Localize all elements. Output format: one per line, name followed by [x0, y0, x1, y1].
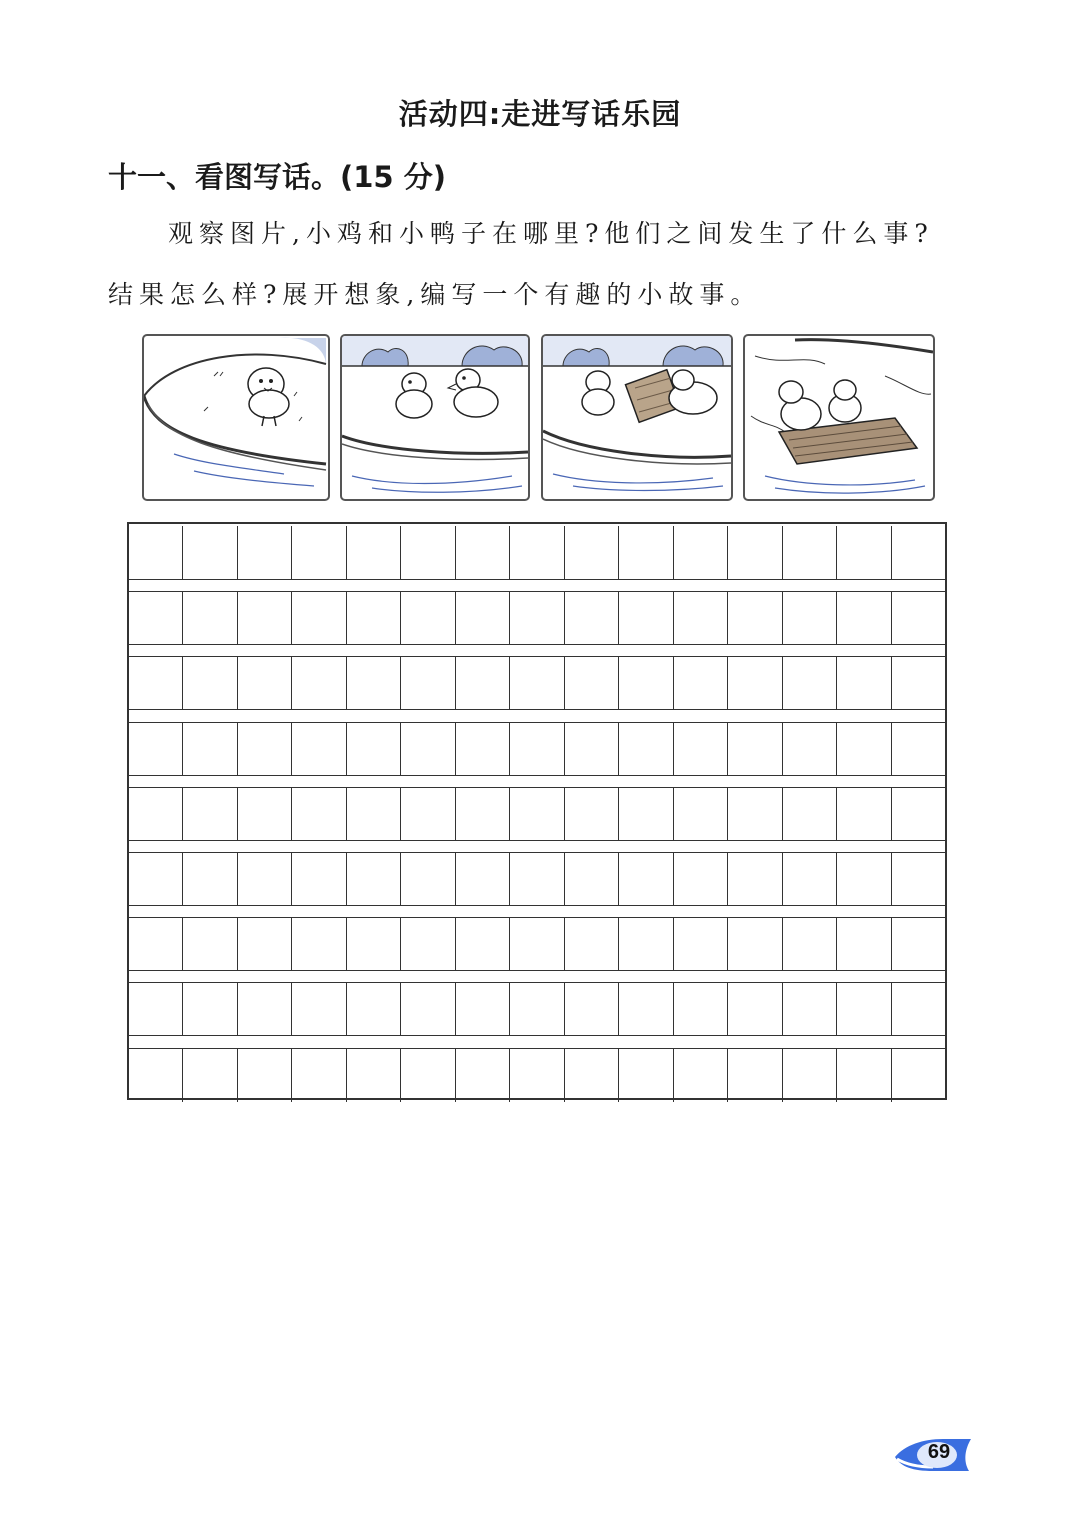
- grid-cell[interactable]: [782, 788, 836, 840]
- grid-cell[interactable]: [618, 983, 672, 1035]
- grid-cell[interactable]: [455, 526, 509, 579]
- grid-cell[interactable]: [509, 592, 563, 644]
- grid-cell[interactable]: [782, 526, 836, 579]
- grid-row: [129, 722, 945, 776]
- grid-cell[interactable]: [455, 853, 509, 905]
- grid-cell[interactable]: [618, 592, 672, 644]
- grid-cell[interactable]: [237, 788, 291, 840]
- illustration-panel-3: [541, 334, 733, 501]
- grid-cell[interactable]: [455, 1049, 509, 1102]
- grid-cell[interactable]: [673, 723, 727, 775]
- prompt-line-1: 观察图片,小鸡和小鸭子在哪里?他们之间发生了什么事?: [168, 219, 934, 248]
- grid-cell[interactable]: [346, 592, 400, 644]
- illustration-panel-1: [142, 334, 330, 501]
- grid-cell[interactable]: [346, 723, 400, 775]
- grid-cell[interactable]: [129, 788, 182, 840]
- grid-cell[interactable]: [400, 723, 454, 775]
- grid-cell[interactable]: [564, 723, 618, 775]
- grid-cell[interactable]: [836, 1049, 890, 1102]
- illustration-panel-2: [340, 334, 530, 501]
- grid-cell[interactable]: [182, 918, 236, 970]
- grid-cell[interactable]: [727, 657, 781, 709]
- grid-cell[interactable]: [400, 853, 454, 905]
- grid-cell[interactable]: [564, 1049, 618, 1102]
- grid-cell[interactable]: [727, 1049, 781, 1102]
- grid-cell[interactable]: [346, 983, 400, 1035]
- grid-cell[interactable]: [237, 853, 291, 905]
- grid-cell[interactable]: [891, 723, 945, 775]
- grid-cell[interactable]: [673, 983, 727, 1035]
- grid-cell[interactable]: [673, 853, 727, 905]
- grid-cell[interactable]: [727, 526, 781, 579]
- grid-cell[interactable]: [129, 1049, 182, 1102]
- grid-cell[interactable]: [400, 788, 454, 840]
- grid-cell[interactable]: [673, 1049, 727, 1102]
- page-number: 69: [927, 1441, 951, 1463]
- grid-cell[interactable]: [618, 723, 672, 775]
- grid-cell[interactable]: [129, 853, 182, 905]
- grid-cell[interactable]: [509, 788, 563, 840]
- grid-cell[interactable]: [291, 657, 345, 709]
- grid-cell[interactable]: [237, 1049, 291, 1102]
- grid-cell[interactable]: [346, 657, 400, 709]
- grid-row: [129, 787, 945, 841]
- grid-cell[interactable]: [237, 526, 291, 579]
- grid-cell[interactable]: [891, 592, 945, 644]
- writing-grid[interactable]: [127, 522, 947, 1100]
- grid-cell[interactable]: [237, 657, 291, 709]
- grid-cell[interactable]: [836, 983, 890, 1035]
- grid-cell[interactable]: [400, 526, 454, 579]
- grid-cell[interactable]: [400, 657, 454, 709]
- grid-cell[interactable]: [291, 592, 345, 644]
- grid-cell[interactable]: [836, 723, 890, 775]
- grid-cell[interactable]: [836, 657, 890, 709]
- grid-cell[interactable]: [509, 918, 563, 970]
- grid-cell[interactable]: [891, 853, 945, 905]
- grid-cell[interactable]: [400, 918, 454, 970]
- grid-cell[interactable]: [455, 592, 509, 644]
- grid-cell[interactable]: [455, 983, 509, 1035]
- grid-cell[interactable]: [509, 526, 563, 579]
- duckling-plank-illustration: [543, 336, 731, 499]
- grid-cell[interactable]: [618, 853, 672, 905]
- grid-cell[interactable]: [891, 657, 945, 709]
- prompt-line-2: 结果怎么样?展开想象,编写一个有趣的小故事。: [108, 280, 762, 309]
- grid-cell[interactable]: [291, 983, 345, 1035]
- grid-cell[interactable]: [564, 526, 618, 579]
- grid-cell[interactable]: [455, 723, 509, 775]
- grid-cell[interactable]: [455, 657, 509, 709]
- grid-cell[interactable]: [291, 788, 345, 840]
- grid-cell[interactable]: [346, 526, 400, 579]
- grid-cell[interactable]: [182, 853, 236, 905]
- grid-row: [129, 656, 945, 710]
- grid-cell[interactable]: [836, 592, 890, 644]
- grid-cell[interactable]: [129, 657, 182, 709]
- grid-cell[interactable]: [782, 592, 836, 644]
- grid-cell[interactable]: [291, 1049, 345, 1102]
- grid-cell[interactable]: [291, 918, 345, 970]
- grid-cell[interactable]: [291, 723, 345, 775]
- grid-cell[interactable]: [509, 723, 563, 775]
- grid-cell[interactable]: [291, 853, 345, 905]
- grid-cell[interactable]: [727, 918, 781, 970]
- grid-cell[interactable]: [673, 592, 727, 644]
- grid-cell[interactable]: [129, 526, 182, 579]
- grid-cell[interactable]: [673, 918, 727, 970]
- grid-row: [129, 917, 945, 971]
- grid-cell[interactable]: [782, 983, 836, 1035]
- grid-row: [129, 591, 945, 645]
- grid-cell[interactable]: [727, 592, 781, 644]
- grid-cell[interactable]: [836, 918, 890, 970]
- grid-cell[interactable]: [727, 983, 781, 1035]
- grid-cell[interactable]: [782, 1049, 836, 1102]
- grid-cell[interactable]: [455, 918, 509, 970]
- grid-row: [129, 1048, 945, 1102]
- grid-cell[interactable]: [836, 526, 890, 579]
- grid-cell[interactable]: [129, 723, 182, 775]
- grid-cell[interactable]: [237, 918, 291, 970]
- grid-cell[interactable]: [182, 1049, 236, 1102]
- question-heading: 十一、看图写话。(15 分): [108, 160, 446, 194]
- grid-cell[interactable]: [129, 983, 182, 1035]
- grid-cell[interactable]: [673, 657, 727, 709]
- grid-cell[interactable]: [564, 592, 618, 644]
- grid-cell[interactable]: [618, 788, 672, 840]
- grid-cell[interactable]: [237, 723, 291, 775]
- grid-cell[interactable]: [836, 853, 890, 905]
- grid-cell[interactable]: [782, 657, 836, 709]
- grid-cell[interactable]: [400, 1049, 454, 1102]
- grid-cell[interactable]: [455, 788, 509, 840]
- grid-cell[interactable]: [618, 526, 672, 579]
- grid-cell[interactable]: [891, 526, 945, 579]
- grid-cell[interactable]: [129, 592, 182, 644]
- chick-meets-duckling-illustration: [342, 336, 528, 499]
- grid-cell[interactable]: [782, 853, 836, 905]
- grid-cell[interactable]: [727, 723, 781, 775]
- grid-cell[interactable]: [727, 853, 781, 905]
- grid-cell[interactable]: [182, 983, 236, 1035]
- grid-cell[interactable]: [836, 788, 890, 840]
- grid-cell[interactable]: [782, 723, 836, 775]
- grid-cell[interactable]: [891, 1049, 945, 1102]
- grid-cell[interactable]: [564, 657, 618, 709]
- grid-cell[interactable]: [182, 592, 236, 644]
- chick-alone-illustration: [144, 336, 328, 499]
- grid-cell[interactable]: [237, 592, 291, 644]
- grid-cell[interactable]: [182, 723, 236, 775]
- activity-title: 活动四:走进写话乐园: [398, 97, 682, 131]
- grid-cell[interactable]: [891, 918, 945, 970]
- grid-cell[interactable]: [564, 983, 618, 1035]
- grid-cell[interactable]: [618, 1049, 672, 1102]
- grid-cell[interactable]: [673, 526, 727, 579]
- grid-cell[interactable]: [346, 1049, 400, 1102]
- grid-cell[interactable]: [346, 918, 400, 970]
- grid-row: [129, 982, 945, 1036]
- grid-cell[interactable]: [346, 788, 400, 840]
- grid-cell[interactable]: [891, 983, 945, 1035]
- grid-cell[interactable]: [182, 657, 236, 709]
- grid-row: [129, 526, 945, 580]
- grid-cell[interactable]: [400, 983, 454, 1035]
- grid-cell[interactable]: [346, 853, 400, 905]
- grid-cell[interactable]: [673, 788, 727, 840]
- grid-cell[interactable]: [509, 853, 563, 905]
- grid-cell[interactable]: [618, 918, 672, 970]
- grid-cell[interactable]: [618, 657, 672, 709]
- grid-cell[interactable]: [727, 788, 781, 840]
- grid-cell[interactable]: [291, 526, 345, 579]
- grid-cell[interactable]: [400, 592, 454, 644]
- grid-cell[interactable]: [564, 918, 618, 970]
- grid-cell[interactable]: [891, 788, 945, 840]
- grid-cell[interactable]: [129, 918, 182, 970]
- grid-cell[interactable]: [782, 918, 836, 970]
- grid-cell[interactable]: [182, 788, 236, 840]
- grid-cell[interactable]: [237, 983, 291, 1035]
- raft-illustration: [745, 336, 933, 499]
- grid-cell[interactable]: [564, 788, 618, 840]
- grid-cell[interactable]: [182, 526, 236, 579]
- illustration-panel-4: [743, 334, 935, 501]
- grid-cell[interactable]: [509, 657, 563, 709]
- grid-row: [129, 852, 945, 906]
- grid-cell[interactable]: [564, 853, 618, 905]
- grid-cell[interactable]: [509, 1049, 563, 1102]
- grid-cell[interactable]: [509, 983, 563, 1035]
